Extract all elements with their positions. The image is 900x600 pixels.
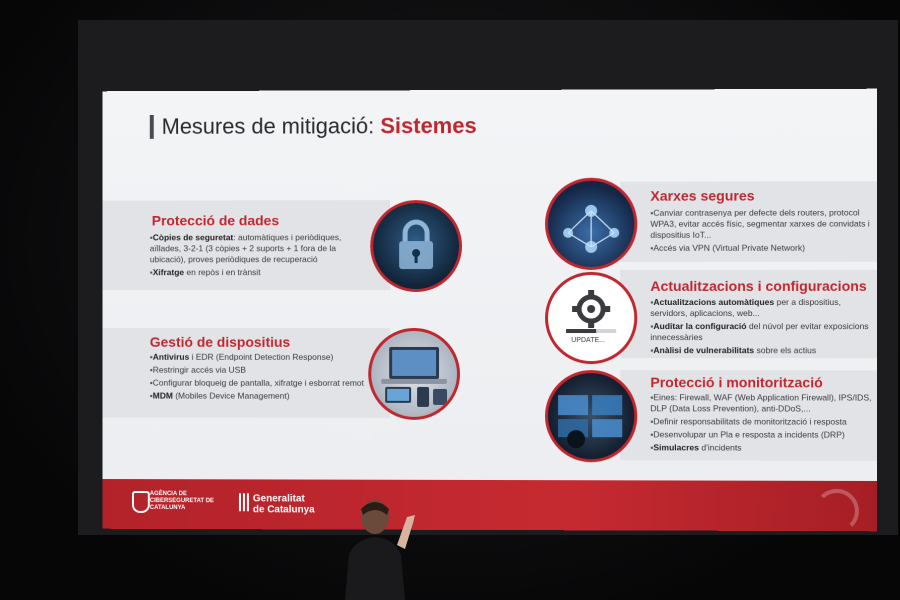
gear-icon — [545, 272, 637, 364]
presenter-silhouette — [335, 495, 425, 600]
list-item: ▪ Antivirus i EDR (Endpoint Detection Response) — [150, 352, 368, 363]
list-item: ▪ Canviar contrasenya per defecte dels routers, protocol WPA3, evitar accés físic, segmentar xarxes de convidats i dispositius IoT... — [650, 207, 872, 240]
presentation-slide — [102, 89, 877, 532]
section-title-device-management: Gestió de dispositius — [149, 333, 291, 350]
section-title-secure-networks: Xarxes segures — [650, 187, 755, 204]
padlock-icon — [370, 200, 462, 292]
bullet-list — [150, 232, 368, 280]
bullet-list — [650, 207, 872, 255]
title-accent: Sistemes — [380, 113, 477, 139]
list-item: ▪ Restringir accés via USB — [150, 365, 368, 376]
agency-name: AGÈNCIA DE CIBERSEGURETAT DE CATALUNYA — [149, 491, 214, 512]
list-item: ▪ Simulacres d'incidents — [650, 442, 872, 454]
section-title-monitoring: Protecció i monitorització — [650, 374, 823, 391]
network-icon — [545, 178, 637, 270]
bullet-list — [650, 392, 872, 456]
bullet-list — [150, 352, 368, 404]
list-item: ▪ Configurar bloqueig de pantalla, xifratge i esborrat remot — [150, 378, 368, 389]
slide-footer — [102, 479, 877, 531]
list-item: ▪ Anàlisi de vulnerabilitats sobre els actius — [650, 345, 872, 356]
agency-logo-icon — [132, 491, 150, 513]
list-item: ▪ Còpies de seguretat: automàtiques i periòdiques, aïllades, 3-2-1 (3 còpies + 2 suports + 1 fora de la ubicació), proves periòdiques de recuperació — [150, 232, 368, 265]
section-title-data-protection: Protecció de dades — [151, 212, 280, 229]
title-prefix: Mesures de mitigació: — [161, 113, 381, 139]
list-item: ▪ Actualitzacions automàtiques per a dispositius, servidors, aplicacions, web... — [650, 297, 872, 319]
list-item: ▪ Auditar la configuració del núvol per evitar exposicions innecessàries — [650, 321, 872, 343]
devices-icon — [368, 328, 460, 420]
bullet-list — [650, 297, 872, 358]
wifi-logo-icon — [815, 489, 859, 531]
generalitat-logo-icon — [239, 493, 249, 511]
slide-title — [150, 114, 477, 139]
list-item: ▪ Desenvolupar un Pla e resposta a incidents (DRP) — [650, 429, 872, 440]
list-item: ▪ Accés via VPN (Virtual Private Network) — [650, 243, 872, 254]
list-item: ▪ Xifratge en repòs i en trànsit — [150, 267, 368, 278]
list-item: ▪ Eines: Firewall, WAF (Web Application Firewall), IPS/IDS, DLP (Data Loss Prevention), anti-DDoS,... — [650, 392, 872, 414]
update-label: UPDATE... — [571, 337, 606, 345]
section-title-updates: Actualitzacions i configuracions — [650, 277, 867, 294]
list-item: ▪ MDM (Mobiles Device Management) — [150, 391, 368, 402]
monitoring-icon — [545, 370, 637, 462]
generalitat-name: Generalitat de Catalunya — [252, 493, 315, 516]
list-item: ▪ Definir responsabilitats de monitorització i resposta — [650, 416, 872, 427]
